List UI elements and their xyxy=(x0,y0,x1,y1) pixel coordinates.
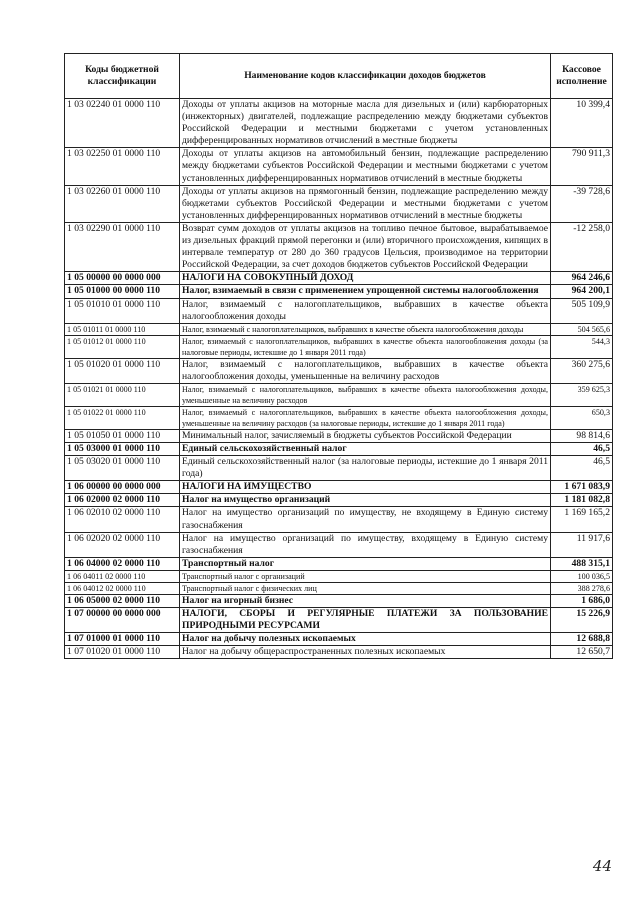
row-code: 1 05 01020 01 0000 110 xyxy=(65,358,180,383)
row-value: 504 565,6 xyxy=(551,323,613,335)
row-code: 1 05 01011 01 0000 110 xyxy=(65,323,180,335)
table-row xyxy=(65,481,613,494)
row-code: 1 05 01010 01 0000 110 xyxy=(65,298,180,323)
row-name: Транспортный налог с организаций xyxy=(180,570,551,582)
table-row xyxy=(65,148,613,185)
table-row xyxy=(65,456,613,481)
row-value: 359 625,3 xyxy=(551,383,613,406)
table-row xyxy=(65,285,613,298)
table-row xyxy=(65,222,613,271)
table-row xyxy=(65,557,613,570)
row-name: Доходы от уплаты акцизов на моторные масла для дизельных и (или) карбюраторных (инжекторных) двигателей, подлежащие распределению между бюджетами субъектов Российской Федерации и местными бюджетами с учетом установленных дифференцированных нормативов отчислений в местные бюджеты xyxy=(180,99,551,148)
table-row xyxy=(65,594,613,607)
row-name: НАЛОГИ НА СОВОКУПНЫЙ ДОХОД xyxy=(180,272,551,285)
row-code: 1 06 04011 02 0000 110 xyxy=(65,570,180,582)
row-value: 488 315,1 xyxy=(551,557,613,570)
row-code: 1 05 01000 00 0000 110 xyxy=(65,285,180,298)
row-name: Налог на игорный бизнес xyxy=(180,594,551,607)
row-value: 98 814,6 xyxy=(551,429,613,442)
table-row xyxy=(65,633,613,646)
row-name: Транспортный налог xyxy=(180,557,551,570)
table-row xyxy=(65,429,613,442)
page-number: 44 xyxy=(592,857,612,875)
table-row xyxy=(65,358,613,383)
row-code: 1 07 01000 01 0000 110 xyxy=(65,633,180,646)
row-name: Налог на имущество организаций xyxy=(180,494,551,507)
row-code: 1 06 02000 02 0000 110 xyxy=(65,494,180,507)
row-value: 46,5 xyxy=(551,456,613,481)
row-value: 544,3 xyxy=(551,335,613,358)
row-name: Доходы от уплаты акцизов на автомобильный бензин, подлежащие распределению между бюджетами субъектов Российской Федерации и местными бюджетами с учетом установленных дифференцированных нормативов отчислений в местные бюджеты xyxy=(180,148,551,185)
row-code: 1 05 01050 01 0000 110 xyxy=(65,429,180,442)
table-row xyxy=(65,582,613,594)
row-code: 1 06 02010 02 0000 110 xyxy=(65,507,180,532)
row-name: Налог на добычу полезных ископаемых xyxy=(180,633,551,646)
row-value: 12 688,8 xyxy=(551,633,613,646)
row-code: 1 06 04000 02 0000 110 xyxy=(65,557,180,570)
row-code: 1 05 00000 00 0000 000 xyxy=(65,272,180,285)
row-code: 1 03 02250 01 0000 110 xyxy=(65,148,180,185)
table-row xyxy=(65,272,613,285)
row-value: 1 671 083,9 xyxy=(551,481,613,494)
row-name: Налог на имущество организаций по имуществу, не входящему в Единую систему газоснабжения xyxy=(180,507,551,532)
table-row xyxy=(65,99,613,148)
row-value: 650,3 xyxy=(551,406,613,429)
table-row xyxy=(65,406,613,429)
row-value: 388 278,6 xyxy=(551,582,613,594)
row-code: 1 06 05000 02 0000 110 xyxy=(65,594,180,607)
row-name: Налог, взимаемый с налогоплательщиков, выбравших в качестве объекта налогообложения доходы (за налоговые периоды, истекшие до 1 января 2011 года) xyxy=(180,335,551,358)
row-name: Единый сельскохозяйственный налог xyxy=(180,442,551,455)
table-row xyxy=(65,532,613,557)
header-amount: Кассовое исполнение xyxy=(551,54,613,99)
table-header xyxy=(65,54,613,99)
table-row xyxy=(65,323,613,335)
row-name: Налог на имущество организаций по имуществу, входящему в Единую систему газоснабжения xyxy=(180,532,551,557)
row-code: 1 06 02020 02 0000 110 xyxy=(65,532,180,557)
table-row xyxy=(65,442,613,455)
table-row xyxy=(65,507,613,532)
row-code: 1 07 01020 01 0000 110 xyxy=(65,646,180,659)
row-value: -12 258,0 xyxy=(551,222,613,271)
row-value: 790 911,3 xyxy=(551,148,613,185)
row-name: Налог, взимаемый с налогоплательщиков, выбравших в качестве объекта налогообложения доходы, уменьшенные на величину расходов xyxy=(180,383,551,406)
row-code: 1 06 00000 00 0000 000 xyxy=(65,481,180,494)
row-code: 1 05 01012 01 0000 110 xyxy=(65,335,180,358)
row-code: 1 05 01022 01 0000 110 xyxy=(65,406,180,429)
table-body xyxy=(65,99,613,659)
row-value: 1 181 082,8 xyxy=(551,494,613,507)
row-name: Налог, взимаемый с налогоплательщиков, выбравших в качестве объекта налогообложения доходы, уменьшенные на величину расходов (за налоговые периоды, истекшие до 1 января 2011 года) xyxy=(180,406,551,429)
row-code: 1 03 02290 01 0000 110 xyxy=(65,222,180,271)
row-name: Возврат сумм доходов от уплаты акцизов на топливо печное бытовое, вырабатываемое из дизельных фракций прямой перегонки и (или) вторичного происхождения, кипящих в интервале температур от 280 до 360 градусов Цельсия, производимое на территории Российской Федерации, за счет доходов бюджетов субъектов Российской Федерации xyxy=(180,222,551,271)
row-value: 505 109,9 xyxy=(551,298,613,323)
row-value: 12 650,7 xyxy=(551,646,613,659)
row-name: Минимальный налог, зачисляемый в бюджеты субъектов Российской Федерации xyxy=(180,429,551,442)
row-code: 1 03 02260 01 0000 110 xyxy=(65,185,180,222)
row-name: Налог, взимаемый в связи с применением упрощенной системы налогообложения xyxy=(180,285,551,298)
table-row xyxy=(65,646,613,659)
row-name: Транспортный налог с физических лиц xyxy=(180,582,551,594)
row-name: Налог, взимаемый с налогоплательщиков, выбравших в качестве объекта налогообложения доходы xyxy=(180,323,551,335)
row-code: 1 05 03000 01 0000 110 xyxy=(65,442,180,455)
table-row xyxy=(65,298,613,323)
row-name: Доходы от уплаты акцизов на прямогонный бензин, подлежащие распределению между бюджетами субъектов Российской Федерации и местными бюджетами с учетом установленных дифференцированных нормативов отчислений в местные бюджеты xyxy=(180,185,551,222)
header-name: Наименование кодов классификации доходов бюджетов xyxy=(180,54,551,99)
row-value: 100 036,5 xyxy=(551,570,613,582)
row-code: 1 07 00000 00 0000 000 xyxy=(65,608,180,633)
table-row xyxy=(65,335,613,358)
row-name: Налог, взимаемый с налогоплательщиков, выбравших в качестве объекта налогообложения доходы, уменьшенные на величину расходов xyxy=(180,358,551,383)
table-row xyxy=(65,494,613,507)
row-name: Налог на добычу общераспространенных полезных ископаемых xyxy=(180,646,551,659)
row-name: Единый сельскохозяйственный налог (за налоговые периоды, истекшие до 1 января 2011 года) xyxy=(180,456,551,481)
row-value: 15 226,9 xyxy=(551,608,613,633)
row-value: 1 686,0 xyxy=(551,594,613,607)
row-name: НАЛОГИ, СБОРЫ И РЕГУЛЯРНЫЕ ПЛАТЕЖИ ЗА ПОЛЬЗОВАНИЕ ПРИРОДНЫМИ РЕСУРСАМИ xyxy=(180,608,551,633)
row-name: НАЛОГИ НА ИМУЩЕСТВО xyxy=(180,481,551,494)
table-row xyxy=(65,570,613,582)
table-row xyxy=(65,383,613,406)
row-value: 10 399,4 xyxy=(551,99,613,148)
row-code: 1 06 04012 02 0000 110 xyxy=(65,582,180,594)
row-value: 964 246,6 xyxy=(551,272,613,285)
table-row xyxy=(65,185,613,222)
header-code: Коды бюджетной классификации xyxy=(65,54,180,99)
revenue-table xyxy=(64,53,613,659)
row-code: 1 03 02240 01 0000 110 xyxy=(65,99,180,148)
row-name: Налог, взимаемый с налогоплательщиков, выбравших в качестве объекта налогообложения доходы xyxy=(180,298,551,323)
row-value: 964 200,1 xyxy=(551,285,613,298)
row-value: 360 275,6 xyxy=(551,358,613,383)
row-value: 11 917,6 xyxy=(551,532,613,557)
table-row xyxy=(65,608,613,633)
row-value: -39 728,6 xyxy=(551,185,613,222)
row-value: 1 169 165,2 xyxy=(551,507,613,532)
row-value: 46,5 xyxy=(551,442,613,455)
row-code: 1 05 01021 01 0000 110 xyxy=(65,383,180,406)
row-code: 1 05 03020 01 0000 110 xyxy=(65,456,180,481)
